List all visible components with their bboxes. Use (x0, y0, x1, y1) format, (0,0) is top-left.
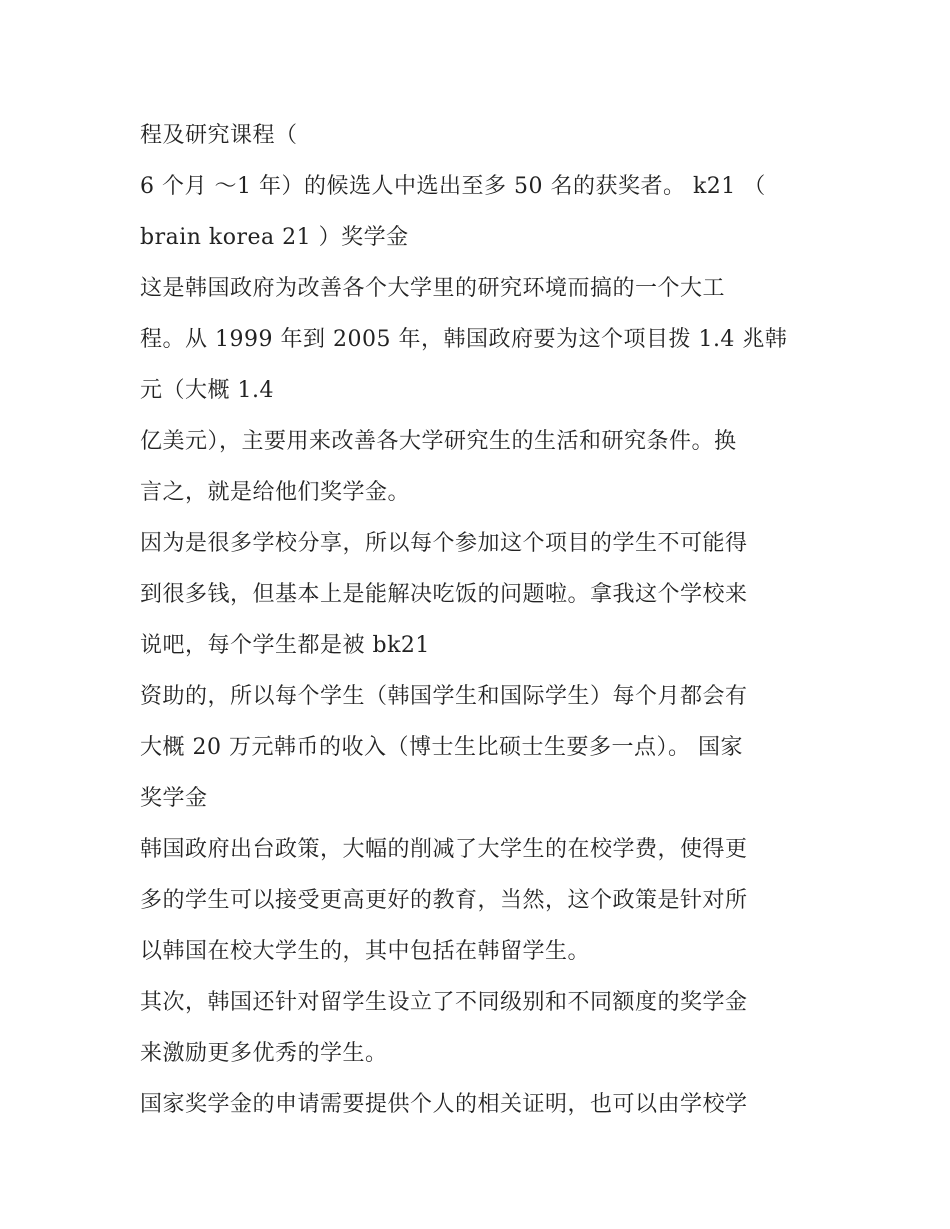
text-line: 来激励更多优秀的学生。 (140, 1041, 388, 1066)
text-line: 到很多钱，但基本上是能解决吃饭的问题啦。拿我这个学校来 (140, 582, 748, 607)
text-line: 韩国政府出台政策，大幅的削减了大学生的在校学费，使得更 (140, 837, 748, 862)
text-line: 亿美元），主要用来改善各大学研究生的生活和研究条件。换 (140, 429, 737, 454)
text-line: 奖学金 (140, 786, 208, 811)
text-line: brain korea 21 ）奖学金 (140, 225, 409, 250)
text-line: 资助的，所以每个学生（韩国学生和国际学生）每个月都会有 (140, 684, 748, 709)
text-line: 大概 20 万元韩币的收入（博士生比硕士生要多一点）。 国家 (140, 735, 743, 760)
text-line: 程。从 1999 年到 2005 年，韩国政府要为这个项目拨 1.4 兆韩 (140, 327, 788, 352)
text-line: 说吧，每个学生都是被 bk21 (140, 633, 430, 658)
text-line: 以韩国在校大学生的，其中包括在韩留学生。 (140, 939, 591, 964)
text-line: 程及研究课程（ (140, 123, 298, 148)
text-line: 元（大概 1.4 (140, 378, 274, 403)
text-line: 6 个月 ～1 年）的候选人中选出至多 50 名的获奖者。 k21 （ (140, 174, 766, 199)
body-text (140, 110, 820, 1130)
text-line: 多的学生可以接受更高更好的教育，当然，这个政策是针对所 (140, 888, 748, 913)
text-line: 言之，就是给他们奖学金。 (140, 480, 411, 505)
text-line: 国家奖学金的申请需要提供个人的相关证明，也可以由学校学 (140, 1092, 748, 1117)
text-line: 因为是很多学校分享，所以每个参加这个项目的学生不可能得 (140, 531, 748, 556)
text-line: 这是韩国政府为改善各个大学里的研究环境而搞的一个大工 (140, 276, 726, 301)
text-line: 其次，韩国还针对留学生设立了不同级别和不同额度的奖学金 (140, 990, 748, 1015)
